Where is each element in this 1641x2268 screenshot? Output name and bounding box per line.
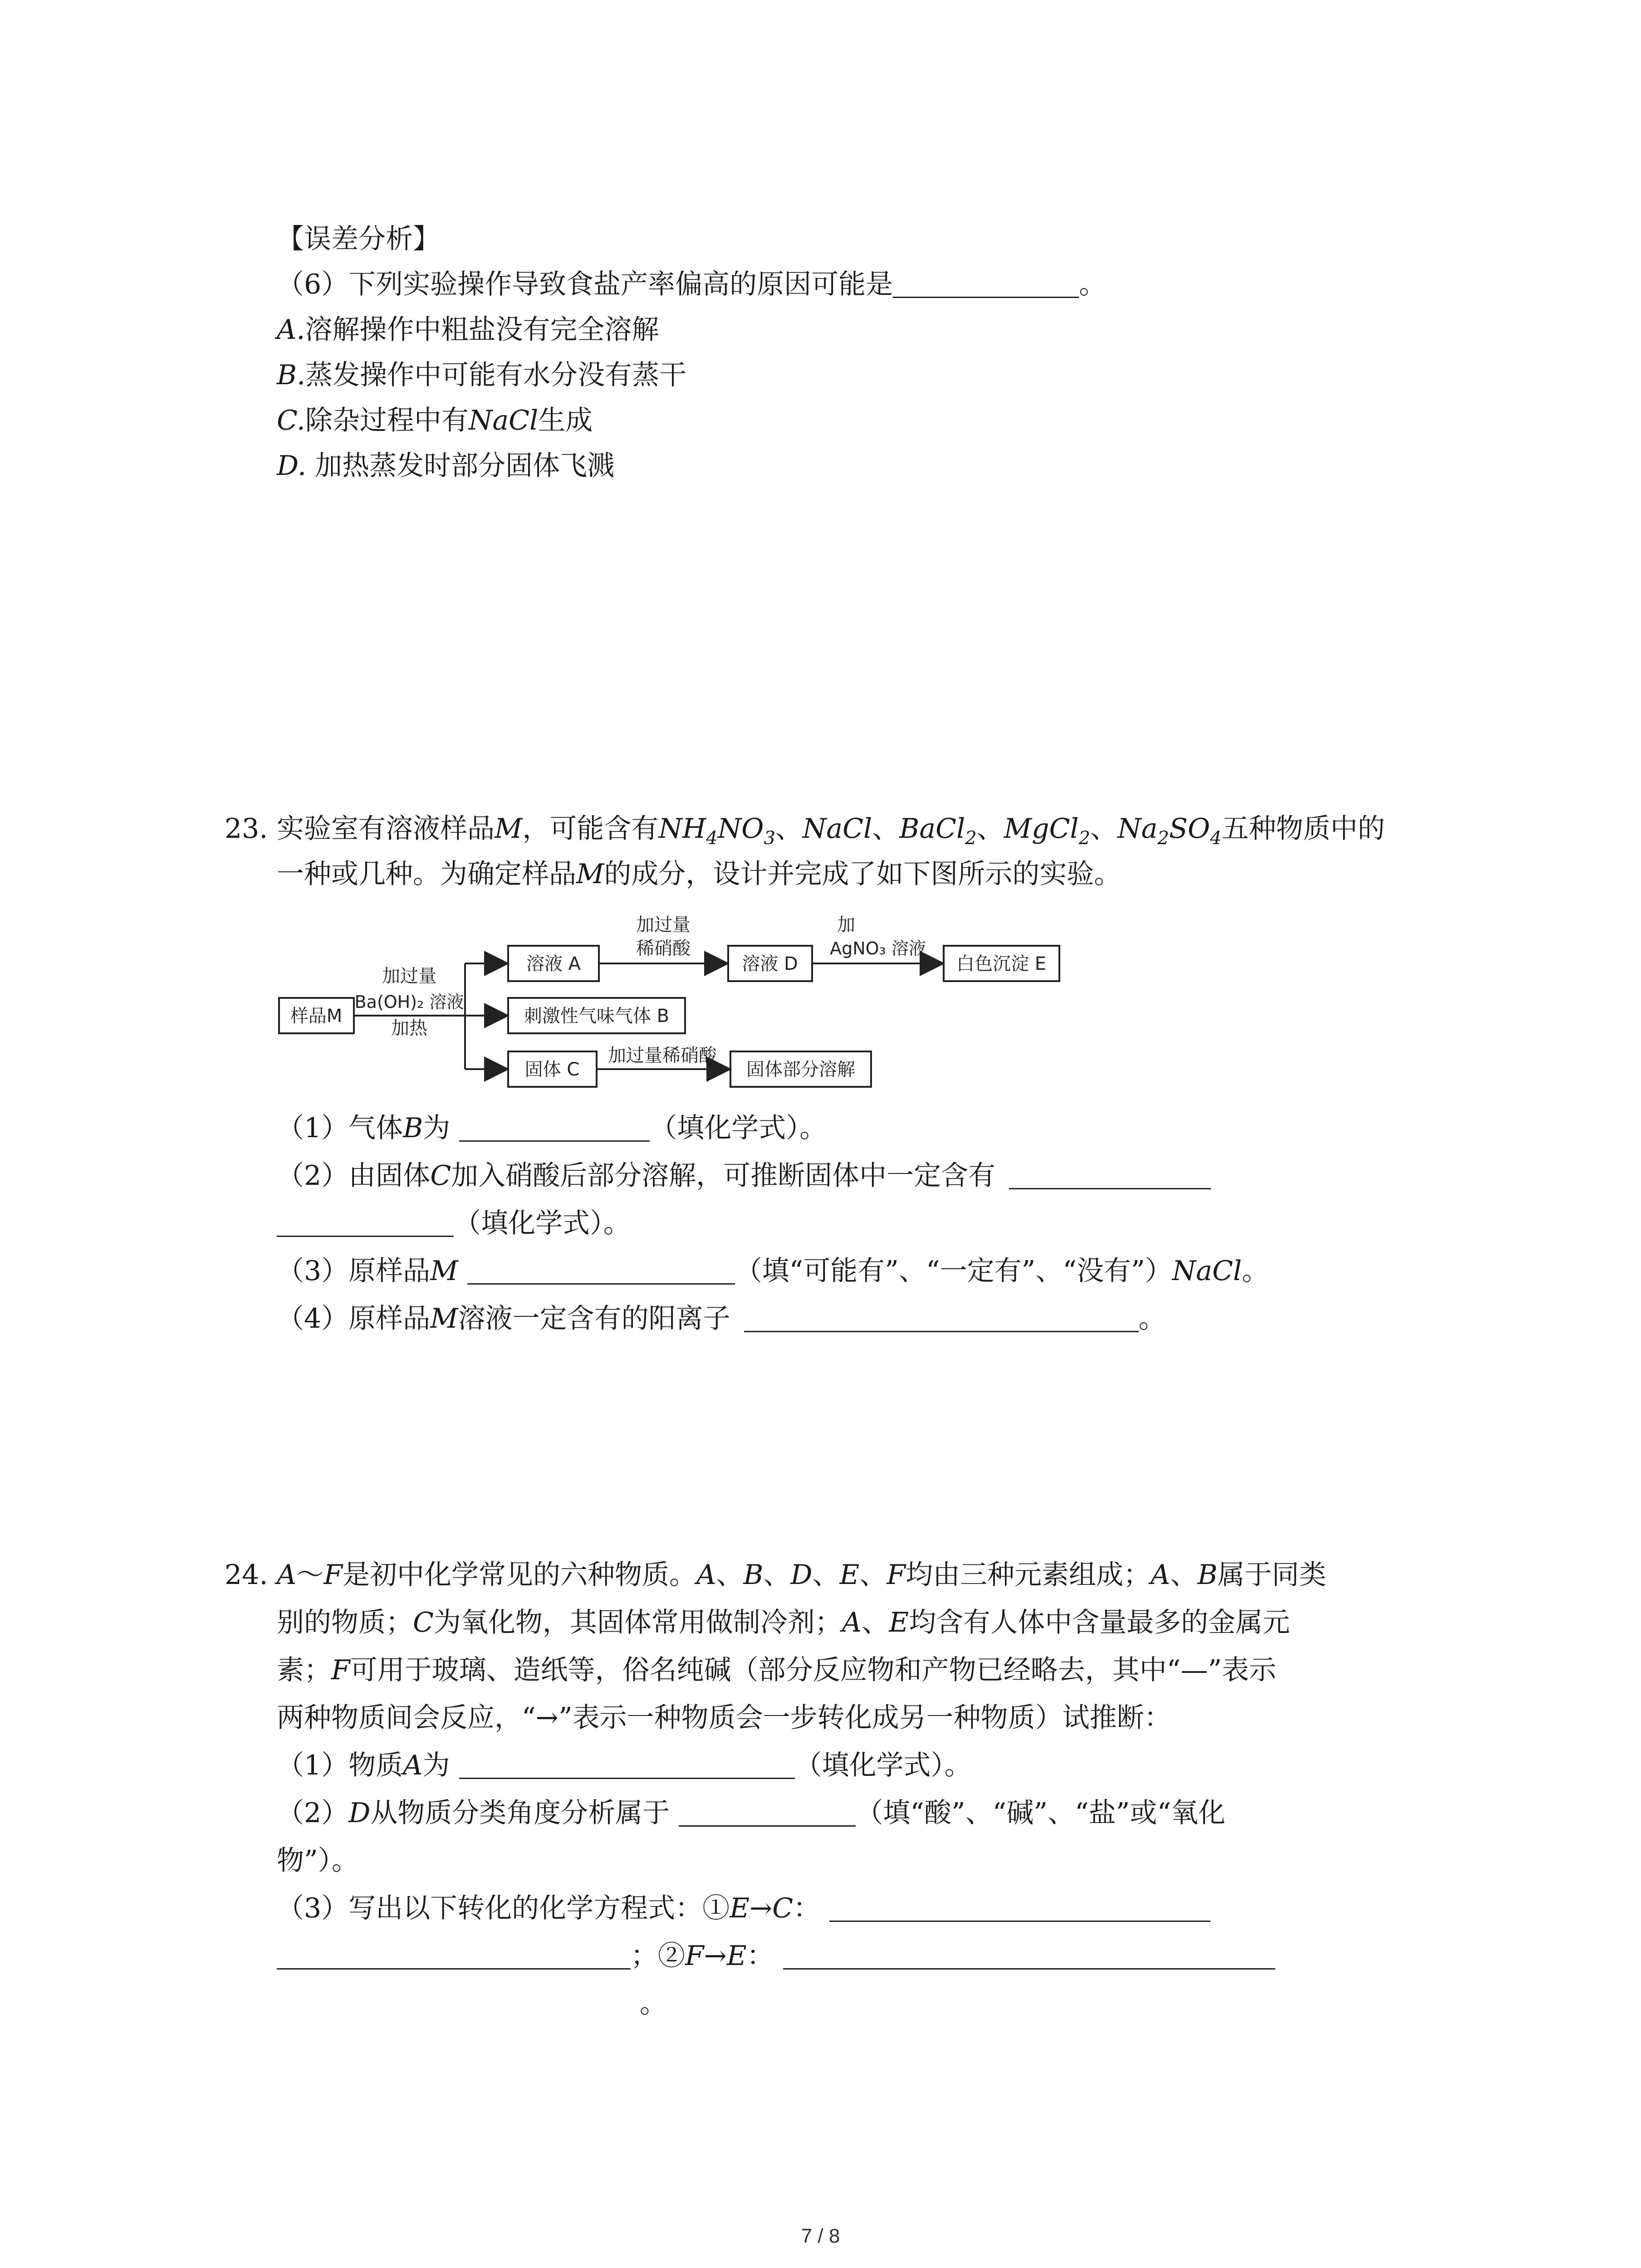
label-sample-m: 样品M — [290, 1006, 343, 1026]
q23-sub1: （1）气体B为 （填化学式）。 — [277, 1112, 827, 1144]
q22-option-d: D. 加热蒸发时部分固体飞溅 — [277, 450, 615, 482]
q24-sub2-cont: 物”）。 — [277, 1845, 359, 1877]
reagent1-line2: Ba(OH)₂ 溶液 — [354, 992, 464, 1012]
label-solution-a: 溶液 A — [526, 953, 581, 974]
q24-sub3-end: 。 — [640, 1988, 667, 2019]
label-partially-dissolved: 固体部分溶解 — [746, 1059, 855, 1080]
answer-blank[interactable] — [277, 1941, 631, 1970]
q24-stem-line3: 素；F可用于玻璃、造纸等，俗名纯碱（部分反应物和产物已经略去，其中“—”表示 — [277, 1654, 1276, 1686]
answer-blank[interactable] — [893, 269, 1079, 298]
q23-stem-line2: 一种或几种。为确定样品M的成分，设计并完成了如下图所示的实验。 — [277, 858, 1122, 890]
q23-sub3: （3）原样品M （填“可能有”、“一定有”、“没有”）NaCl。 — [277, 1255, 1269, 1287]
q24-stem-line1: A～F是初中化学常见的六种物质。A、B、D、E、F均由三种元素组成；A、B属于同类 — [277, 1559, 1327, 1591]
q24-stem-line4: 两种物质间会反应，“→”表示一种物质会一步转化成另一种物质）试推断： — [277, 1702, 1171, 1734]
reagent3-line2: AgNO₃ 溶液 — [830, 938, 926, 958]
reagent4: 加过量稀硝酸 — [608, 1045, 717, 1066]
experiment-flow-diagram — [272, 907, 1071, 1107]
q23-number: 23. — [225, 813, 268, 845]
q24-sub2: （2）D从物质分类角度分析属于 （填“酸”、“碱”、“盐”或“氧化 — [277, 1797, 1226, 1829]
q24-sub3: （3）写出以下转化的化学方程式：①E→C： — [277, 1890, 1210, 1926]
q22-option-b: B.蒸发操作中可能有水分没有蒸干 — [277, 359, 687, 391]
label-precipitate-e: 白色沉淀 E — [956, 953, 1046, 974]
q23-stem-line1: 实验室有溶液样品M，可能含有$NH_4NO_3$、NaCl、BaCl$_2$、MgCl$_2$、$Na_2SO_4$五种物质中的 — [277, 813, 1385, 849]
reagent1-line3: 加热 — [391, 1018, 427, 1039]
reagent2-line2: 稀硝酸 — [636, 938, 691, 959]
q22-option-a: A.溶解操作中粗盐没有完全溶解 — [277, 314, 659, 346]
answer-blank[interactable] — [459, 1750, 795, 1779]
q24-stem-line2: 别的物质；C为氧化物，其固体常用做制冷剂；A、E均含有人体中含量最多的金属元 — [277, 1607, 1290, 1638]
reagent3-line1: 加 — [837, 914, 855, 935]
q24-number: 24. — [225, 1559, 268, 1591]
q24-sub3-cont: ；②F→E： — [277, 1938, 1275, 1974]
q23-sub4: （4）原样品M溶液一定含有的阳离子 。 — [277, 1303, 1166, 1334]
section-header: 【误差分析】 — [277, 223, 440, 255]
label-gas-b: 刺激性气味气体 B — [524, 1006, 670, 1026]
answer-blank[interactable] — [277, 1208, 454, 1237]
q23-sub2: （2）由固体C加入硝酸后部分溶解，可推断固体中一定含有 — [277, 1158, 1211, 1194]
answer-blank[interactable] — [783, 1941, 1275, 1970]
label-solid-c: 固体 C — [524, 1059, 580, 1080]
q24-sub1: （1）物质A为 （填化学式）。 — [277, 1750, 972, 1781]
answer-blank[interactable] — [1009, 1161, 1211, 1189]
answer-blank[interactable] — [829, 1893, 1210, 1922]
reagent1-line1: 加过量 — [382, 966, 436, 987]
q22-stem: （6）下列实验操作导致食盐产率偏高的原因可能是 。 — [277, 269, 1107, 300]
answer-blank[interactable] — [459, 1113, 650, 1142]
answer-blank[interactable] — [679, 1798, 856, 1827]
label-solution-d: 溶液 D — [742, 953, 798, 974]
answer-blank[interactable] — [467, 1256, 735, 1285]
q23-sub2-cont: （填化学式）。 — [277, 1205, 631, 1242]
answer-blank[interactable] — [744, 1304, 1139, 1332]
q22-option-c: C.除杂过程中有NaCl生成 — [277, 405, 593, 436]
page-number: 7 / 8 — [801, 2225, 840, 2247]
reagent2-line1: 加过量 — [636, 914, 691, 935]
